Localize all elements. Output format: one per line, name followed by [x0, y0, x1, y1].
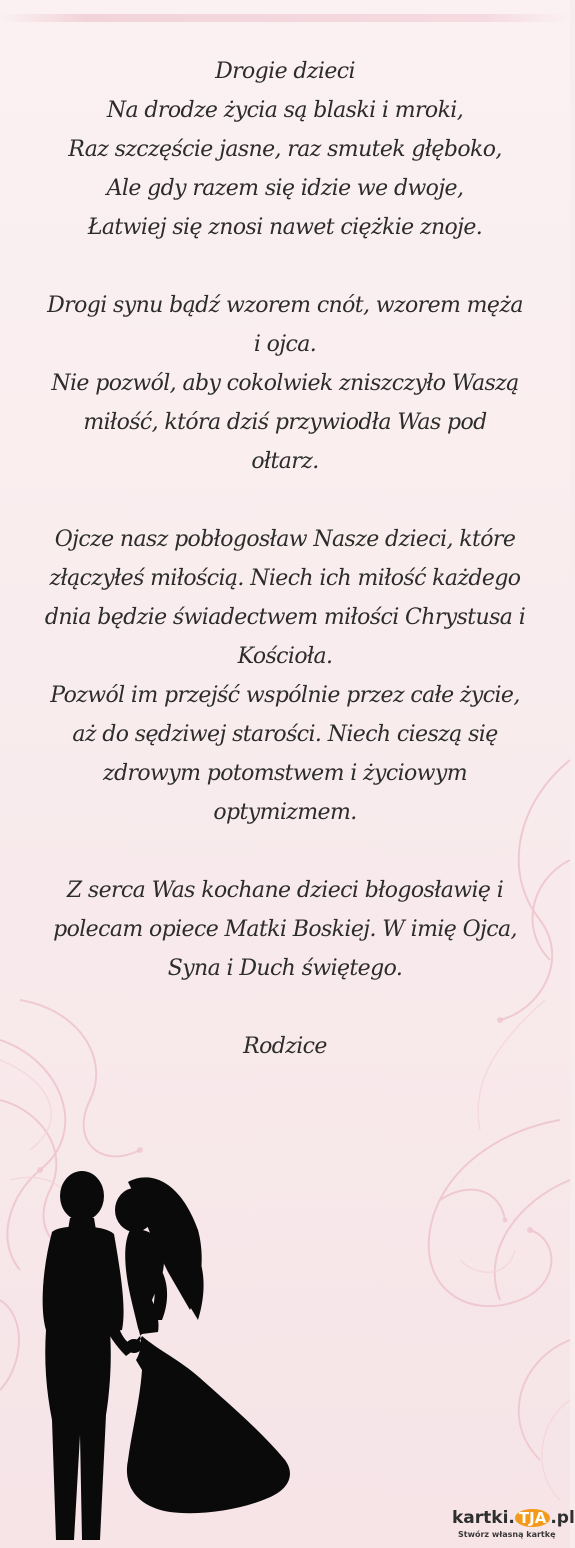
poem-line: polecam opiece Matki Boskiej. W imię Ojca, [53, 917, 517, 942]
poem-line: Nie pozwól, aby cokolwiek zniszczyło Waszą [51, 371, 519, 396]
poem-line: dnia będzie świadectwem miłości Chrystusa i [44, 605, 526, 630]
logo-tagline: Stwórz własną kartkę [458, 1530, 556, 1539]
poem-line: Łatwiej się znosi nawet ciężkie znoje. [87, 215, 483, 240]
poem-signature: Rodzice [243, 1034, 327, 1059]
poem-line: złączyłeś miłością. Niech ich miłość każdego [49, 566, 521, 591]
poem-line: Drogie dzieci [215, 59, 355, 84]
poem-line: ołtarz. [251, 449, 319, 474]
poem-line: Ale gdy razem się idzie we dwoje, [106, 176, 464, 201]
poem-line: i ojca. [253, 332, 317, 357]
poem-line: Na drodze życia są blaski i mroki, [106, 98, 464, 123]
logo-wordmark [452, 1508, 575, 1528]
logo-prefix: kartki. [452, 1508, 515, 1528]
wedding-couple-silhouette [30, 1160, 330, 1540]
poem-line: Raz szczęście jasne, raz smutek głęboko, [68, 137, 502, 162]
poem-line: zdrowym potomstwem i życiowym [102, 761, 468, 786]
stanza-gap [18, 247, 552, 286]
stanza-gap [18, 988, 552, 1027]
logo-suffix: .pl [550, 1508, 575, 1528]
poem-line: Ojcze nasz pobłogosław Nasze dzieci, które [54, 527, 516, 552]
stanza-gap [18, 832, 552, 871]
poem-line: Z serca Was kochane dzieci błogosławię i [66, 878, 504, 903]
poem-line: Syna i Duch świętego. [167, 956, 403, 981]
poem-line: aż do sędziwej starości. Niech cieszą się [72, 722, 498, 747]
poem-line: miłość, która dziś przywiodła Was pod [83, 410, 487, 435]
poem-line: Drogi synu bądź wzorem cnót, wzorem męża [47, 293, 523, 318]
kartki-logo[interactable] [452, 1508, 575, 1544]
logo-badge: TJA [515, 1509, 550, 1527]
poem-line: optymizmem. [213, 800, 357, 825]
stanza-gap [18, 481, 552, 520]
poem-line: Kościoła. [237, 644, 333, 669]
poem-line: Pozwól im przejść wspólnie przez całe życie, [50, 683, 520, 708]
poem-text [18, 52, 552, 1066]
